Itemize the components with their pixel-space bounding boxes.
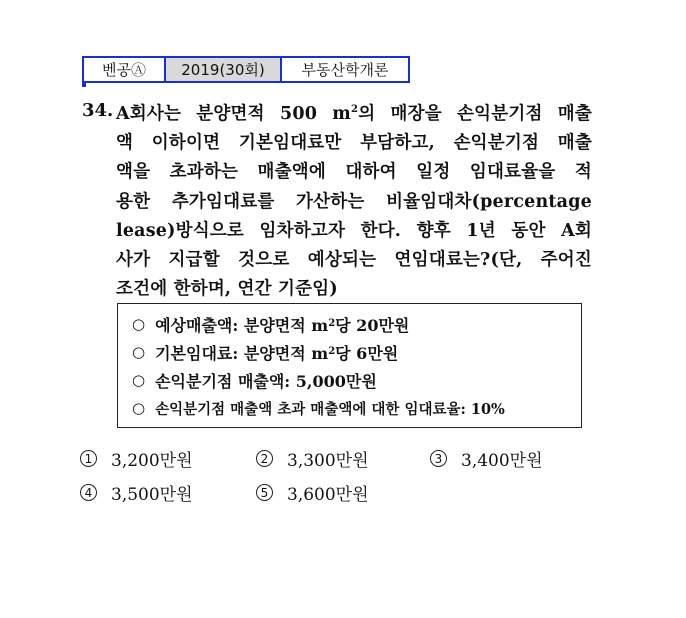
answer-choice[interactable] — [430, 446, 543, 471]
question-number: 34. — [82, 100, 114, 121]
condition-item — [132, 366, 581, 394]
answer-choice[interactable] — [256, 480, 369, 505]
circle-bullet-icon: ○ — [132, 399, 146, 417]
subject-tag: 벤공Ⓐ — [102, 61, 146, 79]
choice-text: 3,600만원 — [287, 485, 369, 505]
question-line — [116, 100, 592, 129]
choice-text: 3,300만원 — [287, 451, 369, 471]
question-line: 액 이하이면 기본임대료만 부담하고, 손익분기점 매출 — [116, 133, 592, 154]
question-line-tail: 의 매장을 손익분기점 매출 — [358, 104, 592, 124]
choice-number: 3 — [430, 450, 447, 467]
answer-choice[interactable] — [256, 446, 369, 471]
condition-text-tail: 당 6만원 — [335, 343, 399, 363]
condition-item — [132, 394, 581, 422]
choice-text: 3,500만원 — [111, 485, 193, 505]
question-line: lease)방식으로 임차하고자 한다. 향후 1년 동안 A회 — [116, 220, 592, 241]
condition-item: ○ 기본임대료: 분양면적 m 2 당 6만원 — [132, 338, 581, 366]
choice-number: 5 — [256, 484, 273, 501]
conditions-box — [117, 303, 582, 428]
question-text — [116, 100, 592, 304]
question-line: 사가 지급할 것으로 예상되는 연임대료는?(단, 주어진 — [116, 250, 592, 271]
choice-number: 1 — [80, 450, 97, 467]
question-line-head: A회사는 분양면적 500 m — [116, 104, 352, 124]
condition-text: 예상매출액: 분양면적 m — [155, 315, 329, 335]
subject-name: 부동산학개론 — [280, 58, 408, 81]
answer-choice[interactable] — [80, 480, 193, 505]
answer-choice[interactable] — [80, 446, 193, 471]
condition-text: 손익분기점 매출액: 5,000만원 — [155, 371, 377, 391]
exam-header — [82, 56, 410, 83]
superscript: 2 — [351, 104, 359, 116]
circle-bullet-icon: ○ — [132, 315, 146, 333]
condition-text-tail: 당 20만원 — [335, 315, 410, 335]
choice-number: 2 — [256, 450, 273, 467]
question-line: 용한 추가임대료를 가산하는 비율임대차(percentage — [116, 191, 592, 212]
circle-bullet-icon: ○ — [132, 343, 146, 361]
question-line: 조건에 한하며, 연간 기준임) — [116, 279, 338, 300]
choice-text: 3,200만원 — [111, 451, 193, 471]
choice-text: 3,400만원 — [461, 451, 543, 471]
choice-number: 4 — [80, 484, 97, 501]
condition-text: 기본임대료: 분양면적 m — [155, 343, 329, 363]
condition-text: 손익분기점 매출액 초과 매출액에 대한 임대료율: 10% — [155, 400, 505, 418]
condition-item: ○ 예상매출액: 분양면적 m 2 당 20만원 — [132, 310, 581, 338]
circle-bullet-icon: ○ — [132, 371, 146, 389]
question-line: 액을 초과하는 매출액에 대하여 일정 임대료율을 적 — [116, 162, 592, 183]
exam-round: 2019(30회) — [164, 58, 280, 81]
